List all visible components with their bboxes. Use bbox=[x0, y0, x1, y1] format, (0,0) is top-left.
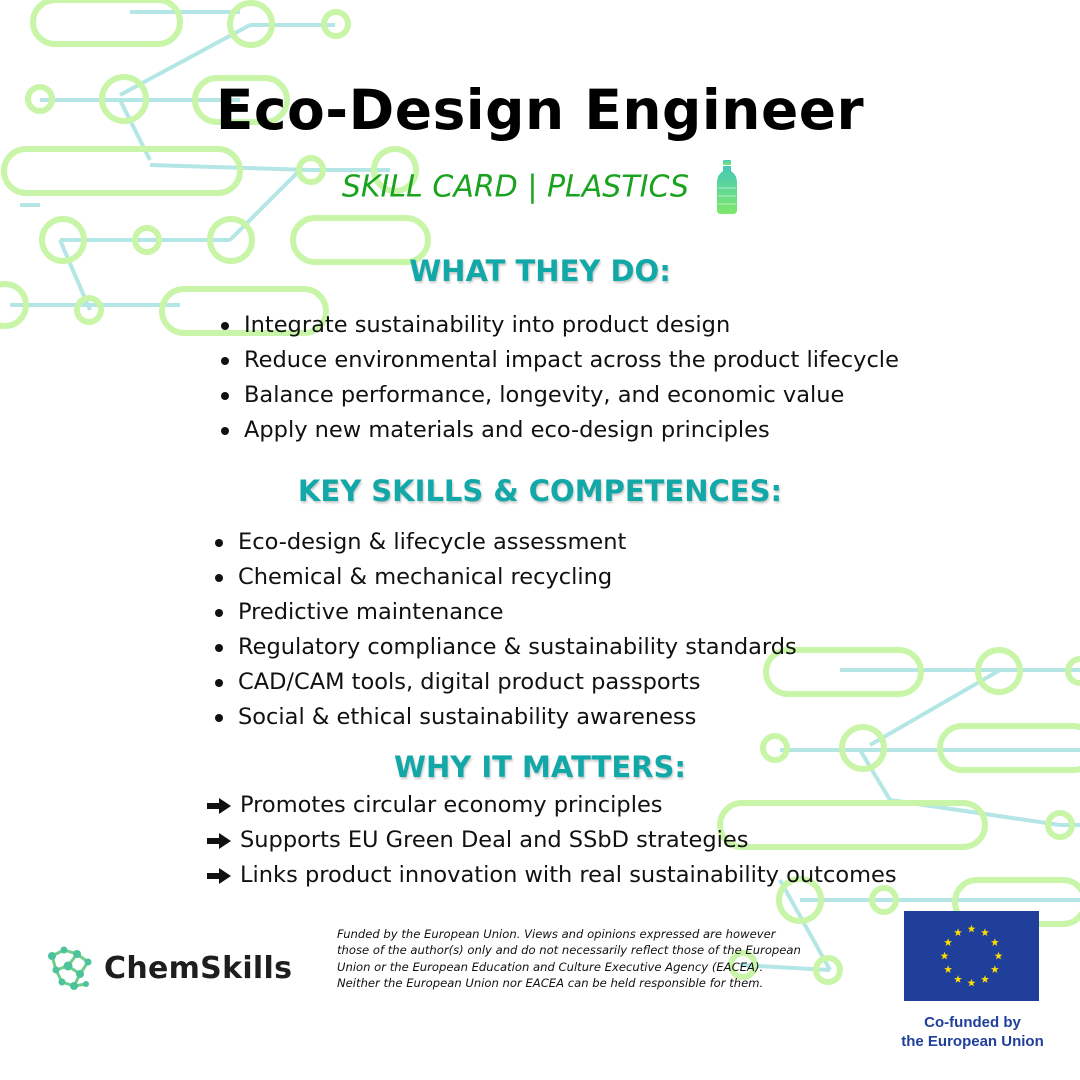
bullet-dot-icon bbox=[215, 714, 223, 722]
chemskills-logo bbox=[44, 938, 292, 998]
page-title: Eco-Design Engineer bbox=[215, 78, 865, 142]
bullet-dot-icon bbox=[221, 322, 229, 330]
key-skills-heading: KEY SKILLS & COMPETENCES: bbox=[297, 474, 783, 508]
eu-caption-line-2: the European Union bbox=[901, 1033, 1044, 1050]
what-they-do-heading: WHAT THEY DO: bbox=[409, 254, 671, 288]
what-they-do-list bbox=[218, 308, 899, 448]
list-item: Balance performance, longevity, and economic value bbox=[218, 378, 899, 413]
eu-caption-line-1: Co-funded by bbox=[924, 1014, 1021, 1031]
right-arrow-icon bbox=[206, 867, 232, 885]
list-item: CAD/CAM tools, digital product passports bbox=[212, 665, 797, 700]
subtitle: SKILL CARD | PLASTICS bbox=[341, 169, 690, 205]
list-item: Integrate sustainability into product design bbox=[218, 308, 899, 343]
list-item: Apply new materials and eco-design principles bbox=[218, 413, 899, 448]
why-it-matters-list bbox=[206, 788, 897, 893]
list-item: Reduce environmental impact across the product lifecycle bbox=[218, 343, 899, 378]
list-item: Social & ethical sustainability awareness bbox=[212, 700, 797, 735]
list-item: Supports EU Green Deal and SSbD strategies bbox=[206, 823, 897, 858]
list-item: Chemical & mechanical recycling bbox=[212, 560, 797, 595]
bullet-dot-icon bbox=[215, 679, 223, 687]
list-item: Promotes circular economy principles bbox=[206, 788, 897, 823]
bottle-icon bbox=[716, 160, 738, 214]
funding-disclaimer: Funded by the European Union. Views and opinions expressed are however those of the author(s) only and do not necessarily reflect those of the European Union or the European Education and Culture Executive Agency (EACEA). Neither the European Union nor EACEA can be held responsible for them. bbox=[337, 927, 801, 991]
bullet-dot-icon bbox=[215, 539, 223, 547]
bullet-dot-icon bbox=[215, 609, 223, 617]
list-item: Links product innovation with real sustainability outcomes bbox=[206, 858, 897, 893]
chemskills-molecule-icon bbox=[44, 942, 96, 994]
list-item: Eco-design & lifecycle assessment bbox=[212, 525, 797, 560]
bullet-dot-icon bbox=[221, 357, 229, 365]
brand-name: ChemSkills bbox=[104, 950, 293, 986]
subtitle-row bbox=[0, 160, 1080, 214]
right-arrow-icon bbox=[206, 832, 232, 850]
bullet-dot-icon bbox=[221, 392, 229, 400]
eu-cofunded-caption bbox=[880, 1013, 1065, 1051]
list-item: Predictive maintenance bbox=[212, 595, 797, 630]
bullet-dot-icon bbox=[221, 427, 229, 435]
bullet-dot-icon bbox=[215, 574, 223, 582]
why-it-matters-heading: WHY IT MATTERS: bbox=[394, 750, 686, 784]
bullet-dot-icon bbox=[215, 644, 223, 652]
eu-flag-icon bbox=[904, 911, 1039, 1001]
key-skills-list bbox=[212, 525, 797, 735]
right-arrow-icon bbox=[206, 797, 232, 815]
list-item: Regulatory compliance & sustainability standards bbox=[212, 630, 797, 665]
